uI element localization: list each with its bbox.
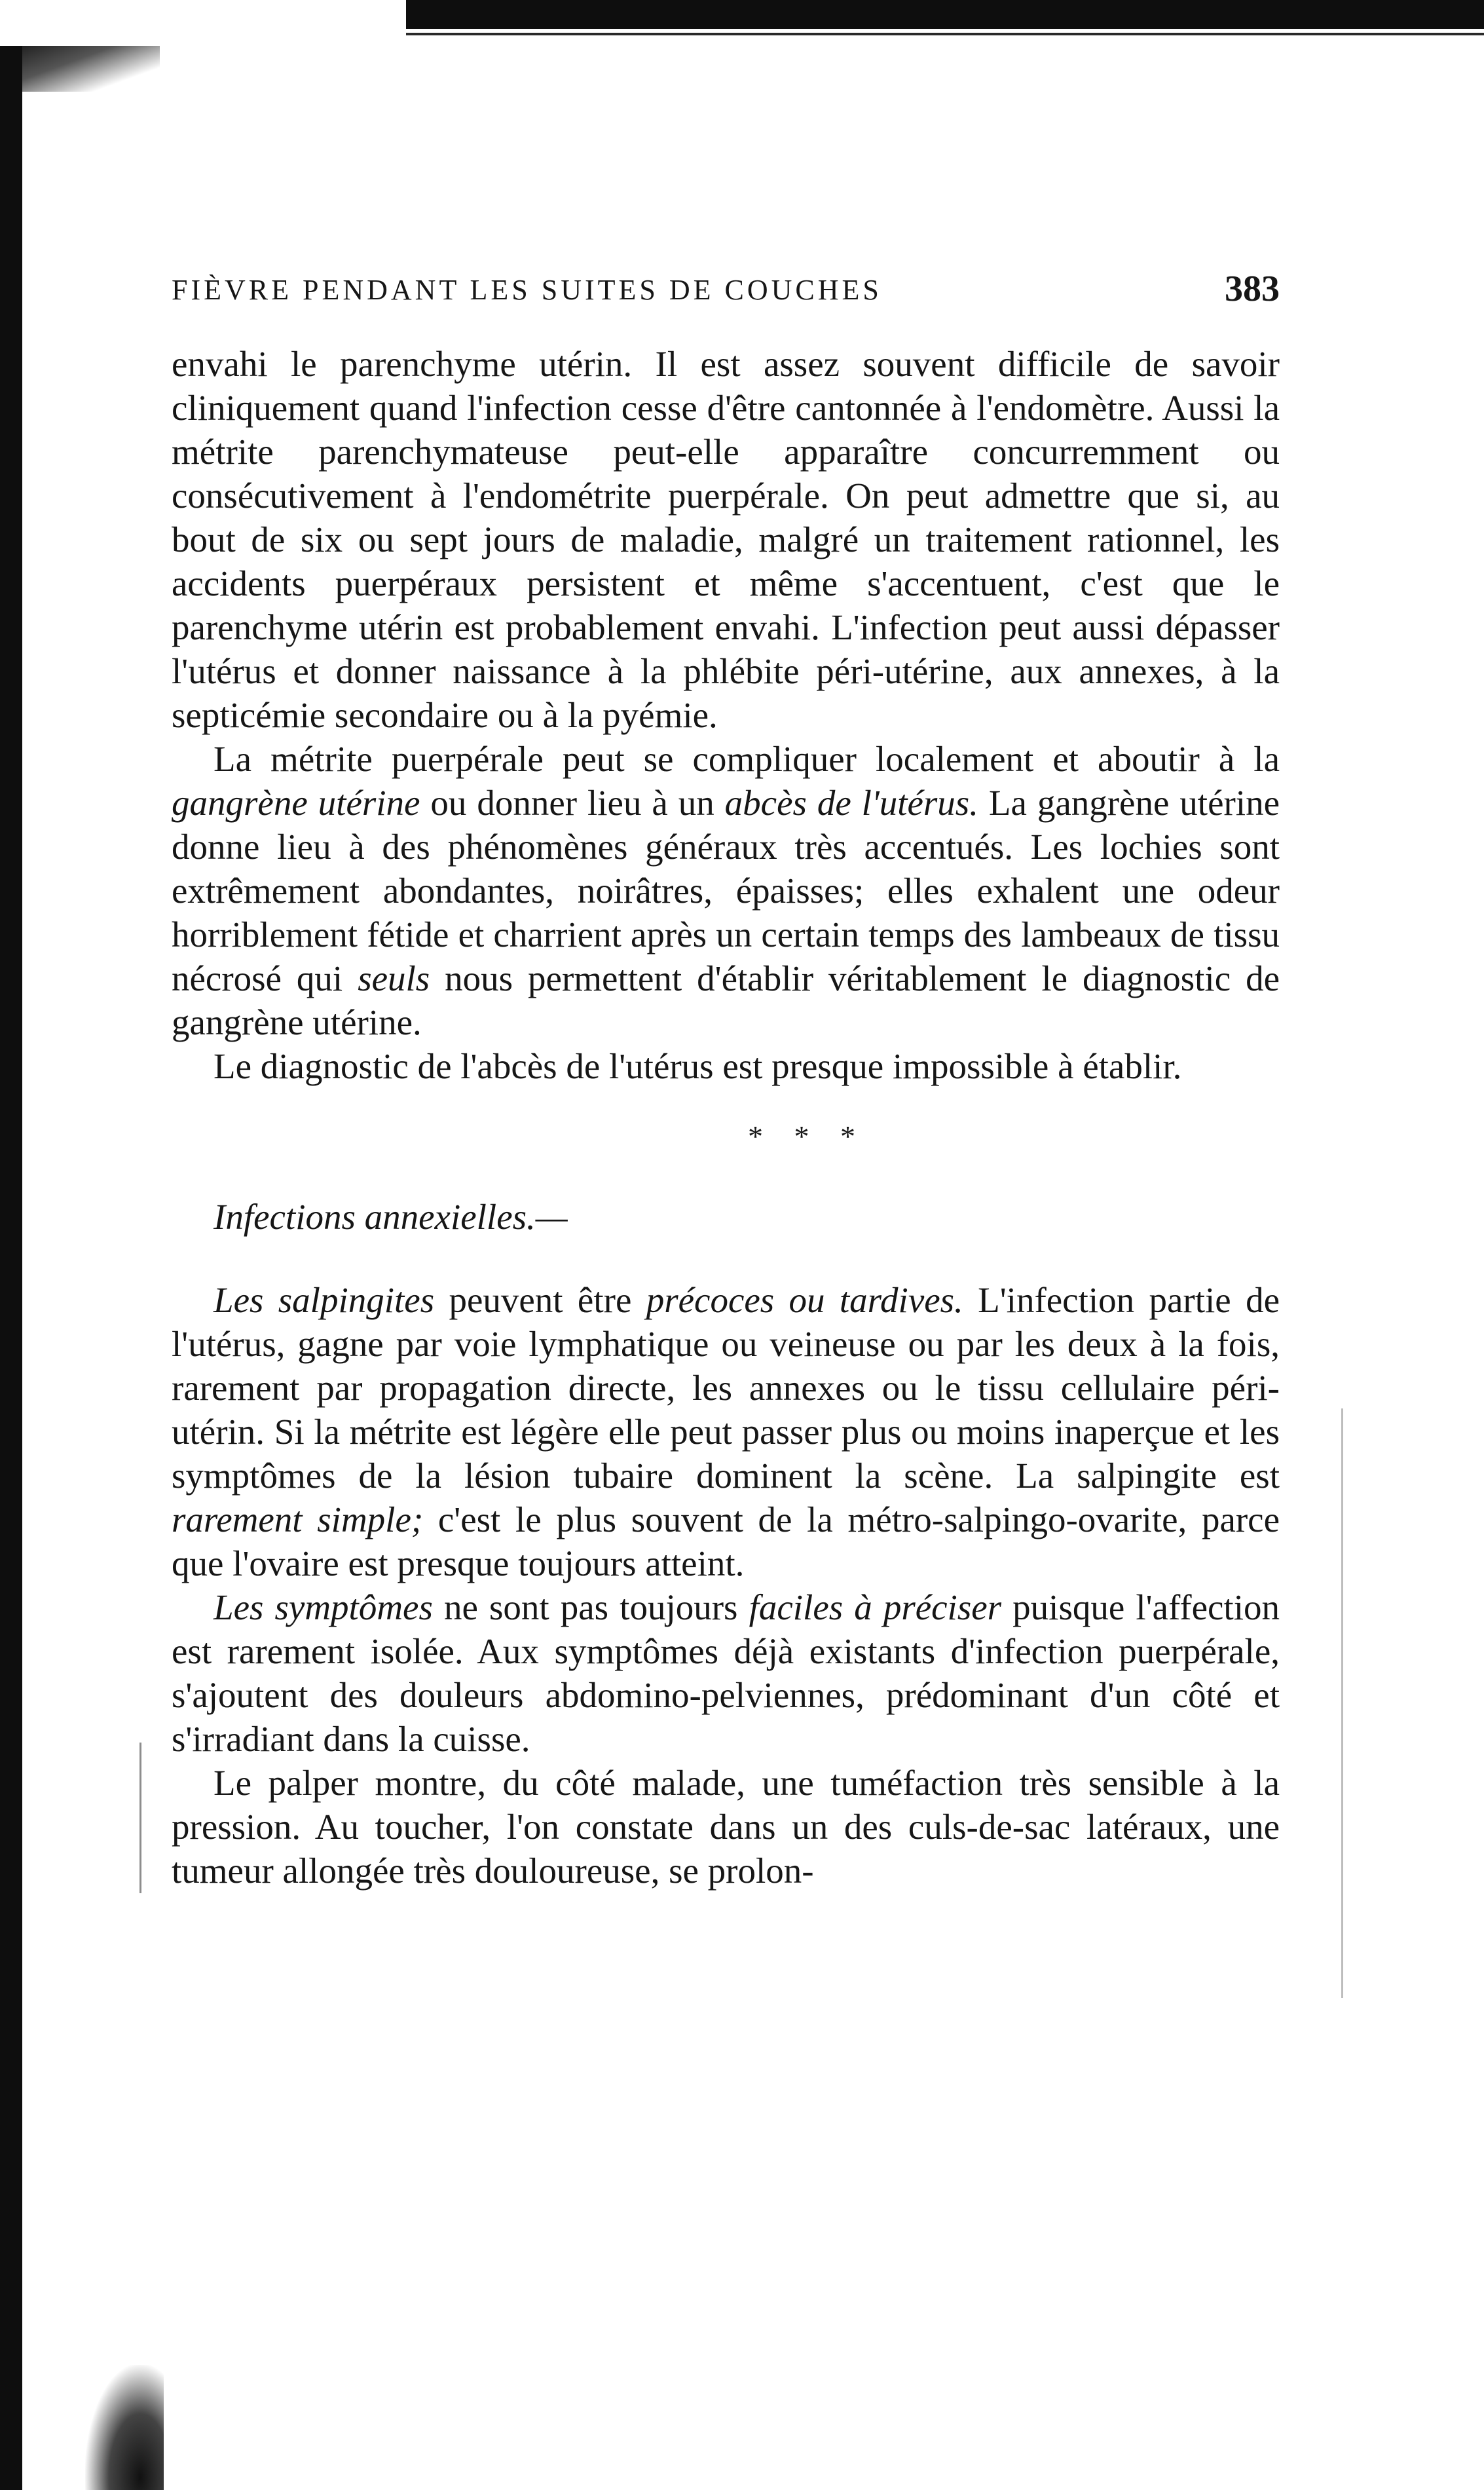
paragraph-text: c'est le plus souvent de la métro-salpingo-ovarite, parce que l'ovaire est presque toujours atteint. — [172, 1500, 1280, 1583]
page-body — [172, 342, 1280, 1893]
section-heading: Infections annexielles.— — [213, 1197, 568, 1237]
scan-ink-blot — [85, 2365, 164, 2490]
scan-border-left — [0, 46, 22, 2490]
paragraph-text: Le palper montre, du côté malade, une tuméfaction très sensible à la pression. Au toucher, l'on constate dans un des culs-de-sac latéraux, une tumeur allongée très douloureuse, se prolon- — [172, 1763, 1280, 1891]
running-head — [172, 259, 1280, 318]
italic-term: rarement simple; — [172, 1500, 424, 1539]
section-separator: * * * — [748, 1120, 867, 1153]
paragraph — [172, 1044, 1280, 1088]
scan-border-top — [406, 0, 1484, 29]
paragraph — [172, 1761, 1280, 1893]
italic-term: gangrène utérine — [172, 783, 420, 823]
paragraph-text: ou donner lieu à un — [420, 783, 725, 823]
scan-corner-smudge — [22, 46, 160, 92]
paragraph-text: envahi le parenchyme utérin. Il est assez souvent difficile de savoir cliniquement quand l'infection cesse d'être cantonnée à l'endomètre. Aussi la métrite parenchymateuse peut-elle apparaître concurremment ou consécutivement à l'endométrite puerpérale. On peut admettre que si, au bout de six ou sept jours de maladie, malgré un traitement rationnel, les accidents puerpéraux persistent et même s'accentuent, c'est que le parenchyme utérin est probablement envahi. L'infection peut aussi dépasser l'utérus et donner naissance à la phlébite péri-utérine, aux annexes, à la septicémie secondaire ou à la pyémie. — [172, 344, 1280, 735]
paragraph — [172, 737, 1280, 1044]
paragraph-text: La gangrène utérine donne lieu à des phénomènes généraux très accentués. Les lochies sont extrêmement abondantes, noirâtres, épaisses; elles exhalent une odeur horriblement fétide et charrient après un certain temps des lambeaux de tissu nécrosé qui — [172, 783, 1280, 998]
scan-margin-mark — [139, 1743, 141, 1893]
italic-term: précoces ou tardives. — [646, 1280, 963, 1320]
page-number: 383 — [1225, 269, 1280, 309]
paragraph-text: peuvent être — [434, 1280, 646, 1320]
paragraph-text: puisque l'affection est rarement isolée. Aux symptômes déjà existants d'infection puerpérale, s'ajoutent des douleurs abdomino-pelviennes, prédominant d'un côté et s'irradiant dans la cuisse. — [172, 1587, 1280, 1759]
scan-margin-mark — [1341, 1408, 1343, 1998]
italic-term: faciles à préciser — [749, 1587, 1002, 1627]
italic-term: Les symptômes — [213, 1587, 433, 1627]
paragraph-text: nous permettent d'établir véritablement le diagnostic de gangrène utérine. — [172, 958, 1280, 1042]
italic-term: seuls — [358, 958, 430, 998]
paragraph — [172, 1278, 1280, 1585]
paragraph — [172, 1585, 1280, 1761]
paragraph-text: L'infection partie de l'utérus, gagne par voie lymphatique ou veineuse ou par les deux à la fois, rarement par propagation directe, les annexes ou le tissu cellulaire péri-utérin. Si la métrite est légère elle peut passer plus ou moins inaperçue et les symptômes de la lésion tubaire dominent la scène. La salpingite est — [172, 1280, 1280, 1496]
paragraph-text: La métrite puerpérale peut se compliquer localement et aboutir à la — [213, 739, 1280, 779]
scan-border-line — [406, 33, 1484, 35]
paragraph — [172, 342, 1280, 737]
italic-term: Les salpingites — [213, 1280, 435, 1320]
paragraph-text: Le diagnostic de l'abcès de l'utérus est presque impossible à établir. — [213, 1046, 1182, 1086]
italic-term: abcès de l'utérus. — [724, 783, 978, 823]
paragraph-text: ne sont pas toujours — [432, 1587, 749, 1627]
running-title: FIÈVRE PENDANT LES SUITES DE COUCHES — [172, 274, 882, 306]
